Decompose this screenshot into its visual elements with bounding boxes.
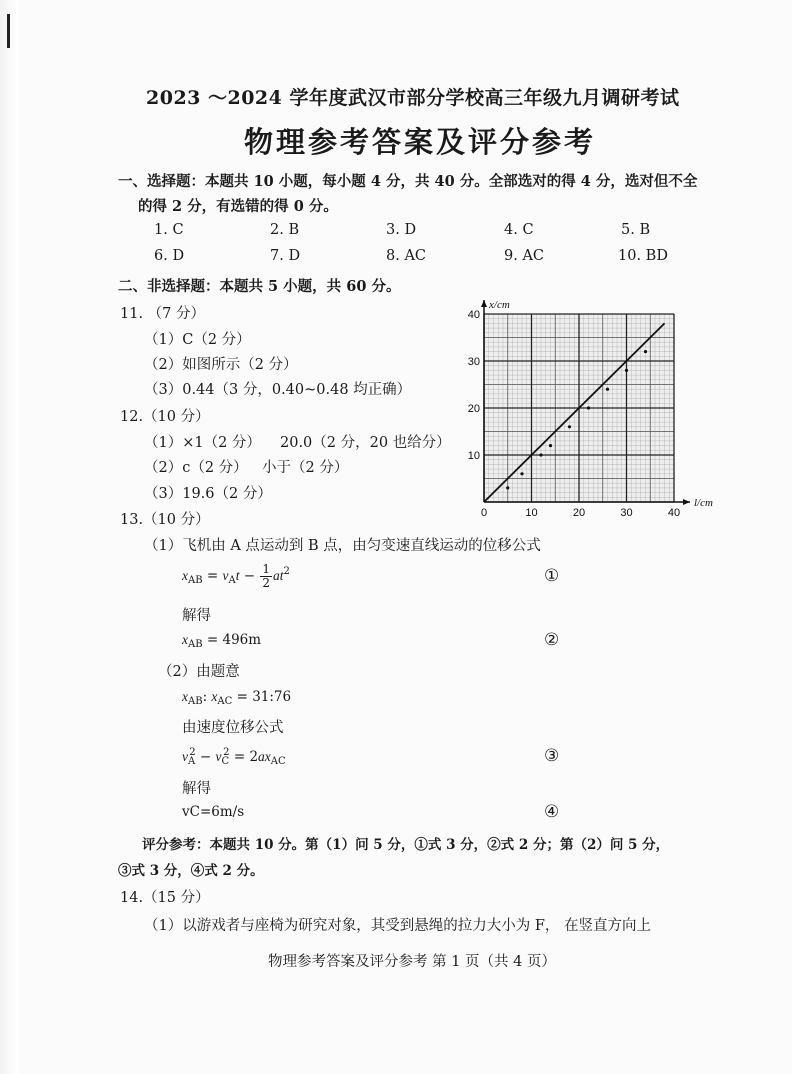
ratio-formula: $x_{AB}$: $x_{AC}$ = 31:76 (182, 689, 292, 707)
q11-part2: （2）如图所示（2 分） (144, 357, 298, 373)
answer-9: 9. AC (504, 248, 545, 264)
binding-mark (7, 14, 10, 48)
q11-part1: （1）C（2 分） (144, 332, 251, 348)
data-point (568, 425, 571, 428)
x-axis-arrow (683, 499, 690, 505)
answer-10: 10. BD (618, 248, 668, 264)
answer-1: 1. C (154, 222, 184, 238)
data-point (506, 486, 509, 489)
answer-6: 6. D (154, 248, 185, 264)
q13-label: 13.（10 分） (120, 512, 210, 528)
data-point (549, 444, 552, 447)
equation-mark-4: ④ (544, 802, 560, 822)
x-tick-label: 0 (480, 507, 488, 519)
q13-part2: （2）由题意 (158, 664, 240, 680)
q13-solve2: 解得 (182, 781, 211, 797)
document-page (18, 0, 792, 1074)
equation-mark-3: ③ (544, 746, 560, 766)
y-tick-label: 40 (467, 309, 480, 321)
q11-part3: （3）0.44（3 分，0.40~0.48 均正确） (144, 382, 412, 398)
y-axis-label: x/cm (489, 299, 510, 311)
page-crease (0, 0, 18, 1074)
section2-heading: 二、非选择题：本题共 5 小题，共 60 分。 (118, 278, 401, 295)
data-point (644, 350, 647, 353)
y-tick-label: 20 (467, 403, 480, 415)
q13-formula-intro: 由速度位移公式 (182, 720, 284, 736)
q11-label: 11. （7 分） (120, 306, 206, 322)
answer-3: 3. D (386, 222, 417, 238)
q12-label: 12.（10 分） (120, 409, 210, 425)
page-title: 物理参考答案及评分参考 (244, 125, 597, 159)
y-axis-arrow (481, 300, 487, 307)
equation-mark-2: ② (544, 630, 560, 650)
answer-4: 4. C (504, 222, 534, 238)
data-point (520, 472, 523, 475)
q14-part1: （1）以游戏者与座椅为研究对象，其受到悬绳的拉力大小为 F， 在竖直方向上 (144, 918, 652, 934)
page-footer: 物理参考答案及评分参考 第 1 页（共 4 页） (268, 954, 556, 970)
exam-title: 2023 ～2024 学年度武汉市部分学校高三年级九月调研考试 (146, 87, 680, 109)
y-tick-label: 10 (467, 450, 480, 462)
formula-velocity: $v_A^2 - v_C^2 = 2ax_{AC}$ (182, 747, 286, 767)
x-tick-label: 30 (620, 507, 633, 519)
displacement-length-chart (428, 290, 713, 522)
data-point (625, 369, 628, 372)
equation-mark-1: ① (544, 566, 560, 586)
q12-part1: （1）×1（2 分） (144, 435, 261, 451)
data-point (606, 388, 609, 391)
scoring-line-2: ③式 3 分，④式 2 分。 (118, 863, 264, 879)
result-vc: vC=6m/s (182, 804, 245, 820)
data-point (587, 406, 590, 409)
section1-heading: 一、选择题：本题共 10 小题，每小题 4 分，共 40 分。全部选对的得 4 分，选对但不全 (118, 173, 698, 190)
answer-8: 8. AC (386, 248, 427, 264)
result-xab: $x_{AB} = 496m$ (182, 632, 262, 650)
formula-displacement: $x_{AB} = v_At$ − $\frac{1}{2}$ $at^2$ (182, 562, 290, 590)
q12-part3: （3）19.6（2 分） (144, 486, 272, 502)
q12-part2: （2）c（2 分） (144, 460, 248, 476)
x-tick-label: 40 (667, 507, 681, 519)
data-point (539, 453, 542, 456)
answer-2: 2. B (270, 222, 300, 238)
q12-part2-b: 小于（2 分） (262, 460, 349, 476)
q12-part1-b: 20.0（2 分，20 也给分） (280, 435, 451, 451)
x-tick-label: 10 (525, 507, 538, 519)
section1-heading-cont: 的得 2 分，有选错的得 0 分。 (138, 198, 338, 215)
x-axis-label: l/cm (694, 497, 713, 509)
answer-5: 5. B (621, 222, 651, 238)
ratio-value: 31:76 (252, 689, 292, 705)
answer-7: 7. D (270, 248, 301, 264)
y-tick-label: 30 (467, 356, 480, 368)
x-tick-label: 20 (572, 507, 586, 519)
q14-label: 14.（15 分） (120, 890, 210, 906)
q13-solve1: 解得 (182, 608, 211, 624)
result-xab-value: 496m (222, 632, 262, 648)
scoring-line-1: 评分参考：本题共 10 分。第（1）问 5 分，①式 3 分，②式 2 分；第（2）问 5 分， (142, 837, 670, 853)
q13-part1: （1）飞机由 A 点运动到 B 点，由匀变速直线运动的位移公式 (144, 538, 541, 554)
